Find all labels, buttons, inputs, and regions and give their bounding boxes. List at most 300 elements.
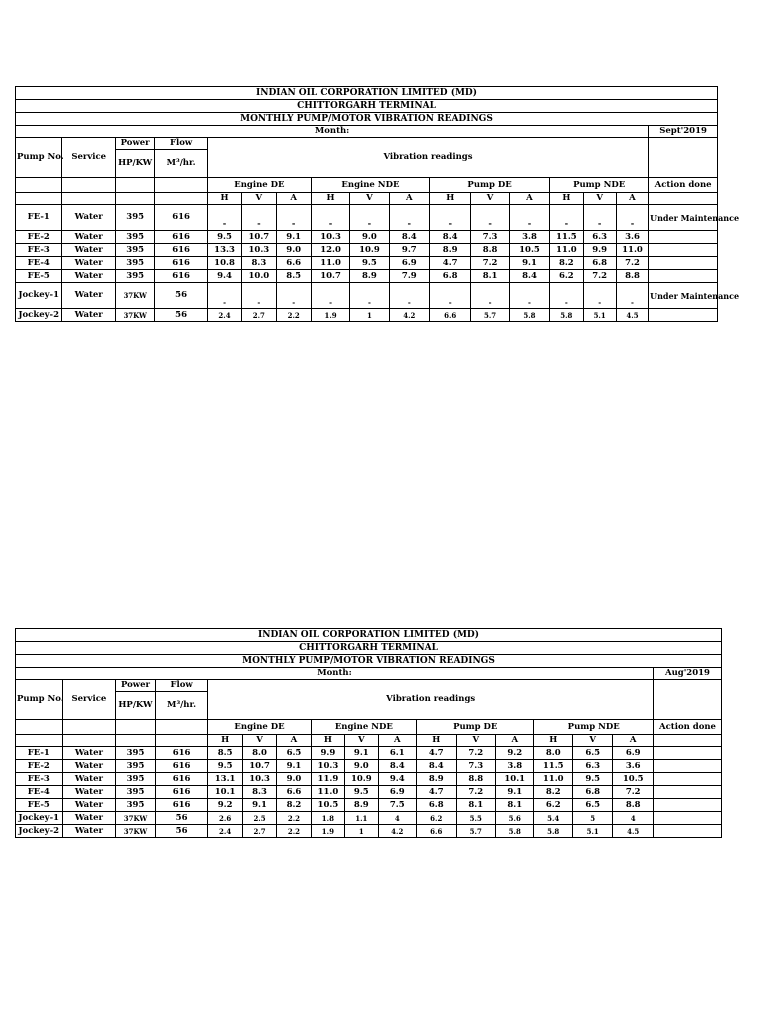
sept-reading-value: 9.4 (217, 270, 232, 281)
sept-pump-no: Jockey-1 (16, 283, 62, 309)
aug-reading (345, 799, 378, 812)
sept-reading (242, 309, 276, 322)
aug-col-power-header: Power (116, 680, 156, 692)
aug-flow: 56 (155, 825, 208, 838)
sept-month-value: Sept'2019 (649, 126, 718, 138)
aug-col-service-header: Service (62, 680, 116, 720)
sept-reading (550, 283, 583, 309)
sept-title-line: MONTHLY PUMP/MOTOR VIBRATION READINGS (16, 113, 718, 126)
aug-reading-value: 10.3 (249, 773, 270, 784)
aug-reading-value: 11.5 (542, 760, 564, 771)
aug-reading (242, 786, 276, 799)
aug-reading (242, 825, 276, 838)
sept-flow: 616 (155, 205, 208, 231)
aug-reading-value: 2.6 (219, 813, 232, 823)
aug-pump-no: FE-1 (16, 747, 63, 760)
aug-reading (277, 799, 311, 812)
sept-reading (350, 257, 389, 270)
aug-reading (378, 760, 416, 773)
sept-reading (389, 283, 429, 309)
aug-reading (277, 786, 311, 799)
aug-reading (311, 799, 344, 812)
sept-reading (242, 244, 276, 257)
aug-reading (496, 825, 534, 838)
sept-reading-value: 3.8 (522, 231, 537, 242)
aug-action-done (653, 825, 721, 838)
sept-reading-value: - (329, 298, 332, 307)
aug-pump-no: FE-4 (16, 786, 63, 799)
aug-pump-no: FE-3 (16, 773, 63, 786)
aug-col-pump-header: Pump No. (16, 680, 63, 720)
sept-month-label: Month: (16, 126, 649, 138)
sept-reading-value: 10.5 (519, 244, 540, 255)
sept-reading-value: 11.0 (555, 244, 577, 255)
aug-reading (242, 812, 276, 825)
sept-reading-value: 8.1 (482, 270, 498, 281)
aug-reading (417, 812, 457, 825)
sept-reading-value: - (564, 298, 568, 307)
sept-reading-value: 8.8 (625, 270, 640, 281)
sept-reading-value: 8.4 (401, 231, 417, 242)
aug-reading-value: 9.1 (286, 760, 302, 771)
sept-blank-cell (16, 193, 62, 205)
aug-reading-value: 9.0 (286, 773, 302, 784)
aug-blank-cell (16, 735, 63, 747)
aug-action-header: Action done (653, 720, 721, 735)
sept-reading-value: 9.5 (362, 257, 377, 268)
aug-reading (345, 786, 378, 799)
sept-reading-value: 5.8 (560, 310, 573, 320)
sept-reading-value: 6.9 (401, 257, 417, 268)
sept-group-row (16, 178, 718, 193)
sept-reading (471, 309, 509, 322)
aug-title-row-3 (16, 655, 722, 668)
sept-reading-value: 13.3 (214, 244, 235, 255)
aug-reading (208, 799, 242, 812)
aug-reading (345, 760, 378, 773)
aug-power: 37KW (116, 825, 156, 838)
aug-reading (534, 812, 572, 825)
sept-reading (550, 270, 583, 283)
aug-reading-value: 9.2 (507, 747, 523, 758)
aug-axis-label: H (311, 735, 344, 747)
sept-reading-value: 6.8 (442, 270, 458, 281)
aug-reading-value: 4 (394, 813, 400, 823)
sept-reading-value: 9.0 (362, 231, 377, 242)
sept-reading-value: - (222, 219, 227, 230)
aug-blank-cell (116, 735, 156, 747)
aug-reading-value: 6.9 (389, 786, 405, 797)
aug-reading (456, 786, 496, 799)
aug-reading-value: 8.4 (389, 760, 405, 771)
aug-reading (277, 760, 311, 773)
aug-reading-value: 1.9 (321, 826, 334, 836)
sept-reading (616, 309, 648, 322)
aug-reading (613, 786, 654, 799)
sept-group-pump-nde: Pump NDE (550, 178, 649, 193)
aug-reading (572, 825, 613, 838)
aug-group-engine-de: Engine DE (208, 720, 311, 735)
sept-reading-value: 6.6 (444, 310, 457, 320)
aug-reading-value: 4.7 (428, 786, 444, 797)
sept-reading (242, 257, 276, 270)
sept-vibration-title: Vibration readings (207, 138, 648, 178)
sept-reading (311, 283, 349, 309)
sept-reading (550, 244, 583, 257)
sept-reading-value: - (598, 298, 602, 307)
aug-reading (417, 773, 457, 786)
sept-data-row (16, 244, 718, 257)
aug-reading (534, 825, 572, 838)
aug-reading-value: 3.6 (625, 760, 641, 771)
aug-reading (417, 799, 457, 812)
sept-axis-label: A (389, 193, 429, 205)
aug-reading-value: 9.0 (353, 760, 369, 771)
aug-reading (277, 812, 311, 825)
sept-title-line: INDIAN OIL CORPORATION LIMITED (MD) (16, 87, 718, 100)
sept-reading-value: 8.4 (522, 270, 537, 281)
sept-reading (509, 283, 549, 309)
sept-action-done (649, 244, 718, 257)
aug-reading-value: 10.1 (214, 786, 236, 797)
sept-reading-value: - (291, 219, 296, 230)
sept-reading (276, 231, 311, 244)
aug-reading-value: 10.9 (350, 773, 372, 784)
aug-reading-value: 2.2 (287, 826, 301, 836)
aug-data-row (16, 773, 722, 786)
sept-axis-label: H (311, 193, 349, 205)
aug-reading-value: 10.1 (504, 773, 526, 784)
aug-action-done (653, 799, 721, 812)
sept-reading (471, 244, 509, 257)
sept-reading (350, 309, 389, 322)
sept-reading-value: - (367, 219, 372, 230)
sept-axis-label: H (430, 193, 471, 205)
aug-reading (417, 786, 457, 799)
aug-reading (496, 799, 534, 812)
aug-group-pump-nde: Pump NDE (534, 720, 653, 735)
aug-reading (572, 799, 613, 812)
aug-reading (613, 825, 654, 838)
aug-reading (345, 747, 378, 760)
aug-reading (417, 747, 457, 760)
sept-reading-value: 10.0 (248, 270, 270, 281)
sept-service: Water (62, 231, 116, 244)
aug-reading-value: 6.3 (585, 760, 601, 771)
sept-data-row (16, 270, 718, 283)
aug-reading-value: 5.8 (508, 826, 521, 836)
aug-reading-value: 8.9 (353, 799, 369, 810)
aug-reading-value: 8.3 (252, 786, 267, 797)
aug-action-done (653, 747, 721, 760)
sept-power: 395 (115, 270, 154, 283)
aug-action-done (653, 760, 721, 773)
aug-pump-no: Jockey-2 (16, 825, 63, 838)
aug-axis-label: V (345, 735, 378, 747)
aug-header-row-1 (16, 680, 722, 692)
sept-reading-value: 9.0 (286, 244, 302, 255)
sept-reading (616, 283, 648, 309)
sept-reading-value: 10.3 (248, 244, 270, 255)
aug-reading-value: 9.5 (217, 760, 233, 771)
aug-reading-value: 1.1 (355, 813, 368, 823)
aug-reading (311, 812, 344, 825)
sept-pump-no: FE-1 (16, 205, 62, 231)
aug-reading (311, 747, 344, 760)
sept-reading-value: 10.3 (320, 231, 341, 242)
aug-axis-label: V (242, 735, 276, 747)
aug-reading-value: 6.5 (286, 747, 302, 758)
sept-reading (311, 244, 349, 257)
aug-reading (456, 825, 496, 838)
aug-axis-row (16, 735, 722, 747)
aug-month-value: Aug'2019 (653, 668, 721, 680)
sept-axis-label: V (471, 193, 509, 205)
aug-reading (208, 812, 242, 825)
aug-reading (277, 747, 311, 760)
sept-blank-cell (62, 193, 116, 205)
sept-reading (242, 283, 276, 309)
sept-reading (509, 257, 549, 270)
aug-reading-value: 9.1 (252, 799, 267, 810)
sept-reading (350, 231, 389, 244)
aug-power: 395 (116, 773, 156, 786)
sept-reading-value: 8.9 (362, 270, 377, 281)
aug-tbody (16, 629, 722, 838)
sept-reading (471, 257, 509, 270)
sept-reading (583, 309, 616, 322)
aug-reading (613, 812, 654, 825)
sept-service: Water (62, 270, 116, 283)
sept-reading-value: 10.7 (320, 270, 341, 281)
sept-reading-value: - (223, 298, 226, 307)
sept-reading (583, 257, 616, 270)
sept-reading (311, 205, 349, 231)
aug-reading-value: 8.5 (217, 747, 233, 758)
sept-reading (550, 309, 583, 322)
sept-pump-no: Jockey-2 (16, 309, 62, 322)
aug-reading (572, 760, 613, 773)
sept-reading (583, 270, 616, 283)
sept-col-service-header: Service (62, 138, 116, 178)
sept-month-row (16, 126, 718, 138)
sept-flow: 616 (155, 257, 208, 270)
aug-reading-value: 5.8 (547, 826, 560, 836)
sept-axis-label: V (583, 193, 616, 205)
aug-blank-cell (155, 720, 208, 735)
aug-power: 395 (116, 747, 156, 760)
sept-power: 395 (115, 257, 154, 270)
aug-reading (242, 760, 276, 773)
vibration-table-aug (15, 628, 722, 838)
aug-reading-value: 8.0 (252, 747, 267, 758)
aug-reading (496, 747, 534, 760)
aug-reading (242, 747, 276, 760)
aug-action-done (653, 786, 721, 799)
sept-group-pump-de: Pump DE (430, 178, 550, 193)
sept-power: 395 (115, 205, 154, 231)
sept-axis-label: H (550, 193, 583, 205)
sept-reading (276, 283, 311, 309)
aug-data-row (16, 812, 722, 825)
sept-reading-value: 6.3 (592, 231, 608, 242)
aug-reading (456, 773, 496, 786)
aug-reading-value: 5 (590, 813, 596, 823)
sept-reading-value: - (328, 219, 333, 230)
aug-axis-label: A (277, 735, 311, 747)
aug-reading-value: 6.9 (625, 747, 641, 758)
sept-reading (509, 244, 549, 257)
sept-reading (276, 257, 311, 270)
aug-reading-value: 9.1 (353, 747, 369, 758)
aug-axis-label: H (208, 735, 242, 747)
aug-reading-value: 11.9 (317, 773, 339, 784)
aug-reading-value: 10.5 (622, 773, 644, 784)
aug-group-pump-de: Pump DE (417, 720, 534, 735)
aug-reading (311, 760, 344, 773)
sept-action-header: Action done (649, 178, 718, 193)
aug-reading-value: 3.8 (507, 760, 523, 771)
sept-tbody (16, 87, 740, 322)
aug-col-flow-unit: M³/hr. (155, 692, 208, 720)
sept-axis-label: V (350, 193, 389, 205)
sept-reading-value: 11.0 (622, 244, 643, 255)
sept-service: Water (62, 205, 116, 231)
sept-col-pump-header: Pump No. (16, 138, 62, 178)
aug-reading-value: 8.9 (428, 773, 444, 784)
aug-reading-value: 8.8 (625, 799, 641, 810)
sept-reading (276, 270, 311, 283)
aug-power: 395 (116, 760, 156, 773)
sept-reading-value: 9.7 (401, 244, 417, 255)
aug-flow: 616 (155, 799, 208, 812)
sept-axis-label: H (207, 193, 241, 205)
sept-col-power-unit: HP/KW (115, 150, 154, 178)
sept-reading (242, 270, 276, 283)
aug-reading (456, 812, 496, 825)
sept-reading-value: 1 (366, 310, 372, 320)
sept-reading-value: 9.1 (522, 257, 537, 268)
aug-pump-no: FE-5 (16, 799, 63, 812)
sept-reading-value: 9.9 (592, 244, 608, 255)
aug-reading-value: 9.5 (353, 786, 369, 797)
sept-reading-value: 10.8 (214, 257, 235, 268)
aug-reading (496, 786, 534, 799)
sept-reading (350, 283, 389, 309)
sept-reading-value: 4.5 (626, 310, 639, 320)
sept-reading (430, 309, 471, 322)
aug-reading (208, 760, 242, 773)
sept-reading-value: 7.2 (625, 257, 640, 268)
aug-reading-value: 2.7 (253, 826, 266, 836)
aug-action-done (653, 773, 721, 786)
aug-service: Water (62, 786, 116, 799)
sept-reading (242, 205, 276, 231)
sept-power: 395 (115, 244, 154, 257)
sept-reading-value: - (407, 219, 412, 230)
sept-reading (583, 205, 616, 231)
aug-service: Water (62, 747, 116, 760)
aug-data-row (16, 799, 722, 812)
sept-col-flow-unit: M³/hr. (155, 150, 208, 178)
aug-reading-value: 7.3 (468, 760, 484, 771)
aug-reading-value: 6.1 (389, 747, 405, 758)
aug-reading-value: 8.2 (545, 786, 561, 797)
sept-reading (311, 309, 349, 322)
sept-blank-cell (115, 193, 154, 205)
sept-title-row-3 (16, 113, 718, 126)
aug-data-row (16, 747, 722, 760)
sept-reading-value: 4.7 (442, 257, 458, 268)
aug-col-flow-header: Flow (155, 680, 208, 692)
sept-reading (471, 205, 509, 231)
aug-reading (311, 773, 344, 786)
aug-reading-value: 4.7 (428, 747, 444, 758)
sept-reading (207, 309, 241, 322)
sept-service: Water (62, 283, 116, 309)
aug-reading (534, 760, 572, 773)
aug-reading (242, 773, 276, 786)
aug-blank-cell (116, 720, 156, 735)
aug-reading-value: 6.5 (585, 799, 601, 810)
aug-reading-value: 8.0 (545, 747, 561, 758)
aug-power: 37KW (116, 812, 156, 825)
aug-reading-value: 6.5 (585, 747, 601, 758)
sept-pump-no: FE-5 (16, 270, 62, 283)
aug-reading (378, 773, 416, 786)
aug-blank-cell (155, 735, 208, 747)
aug-reading-value: 7.2 (468, 786, 484, 797)
sept-reading (430, 270, 471, 283)
sept-col-flow-header: Flow (155, 138, 208, 150)
aug-flow: 616 (155, 747, 208, 760)
aug-reading-value: 6.6 (430, 826, 443, 836)
sept-reading (389, 270, 429, 283)
aug-reading-value: 9.9 (320, 747, 336, 758)
aug-reading (345, 773, 378, 786)
aug-reading (242, 799, 276, 812)
sept-action-done (649, 257, 718, 270)
sept-blank-cell (62, 178, 116, 193)
aug-reading-value: 13.1 (214, 773, 236, 784)
sept-reading-value: 2.2 (287, 310, 300, 320)
sept-reading (207, 270, 241, 283)
sept-reading (509, 205, 549, 231)
aug-reading-value: 7.2 (625, 786, 641, 797)
aug-axis-label: V (456, 735, 496, 747)
aug-axis-label: A (496, 735, 534, 747)
aug-reading-value: 2.5 (253, 813, 266, 823)
sept-reading (471, 283, 509, 309)
sept-blank-cell (155, 193, 208, 205)
sept-reading-value: 5.8 (523, 310, 536, 320)
aug-reading (208, 786, 242, 799)
sept-reading-value: 11.0 (320, 257, 341, 268)
sept-reading (389, 257, 429, 270)
aug-reading (311, 825, 344, 838)
sept-reading-value: 5.1 (593, 310, 606, 320)
aug-reading (572, 747, 613, 760)
sept-reading (389, 231, 429, 244)
aug-reading-value: 9.4 (389, 773, 405, 784)
aug-reading (311, 786, 344, 799)
aug-data-row (16, 825, 722, 838)
sept-pump-no: FE-3 (16, 244, 62, 257)
sept-flow: 616 (155, 270, 208, 283)
sept-reading (207, 257, 241, 270)
aug-reading (208, 773, 242, 786)
sept-title-row-1 (16, 87, 718, 100)
